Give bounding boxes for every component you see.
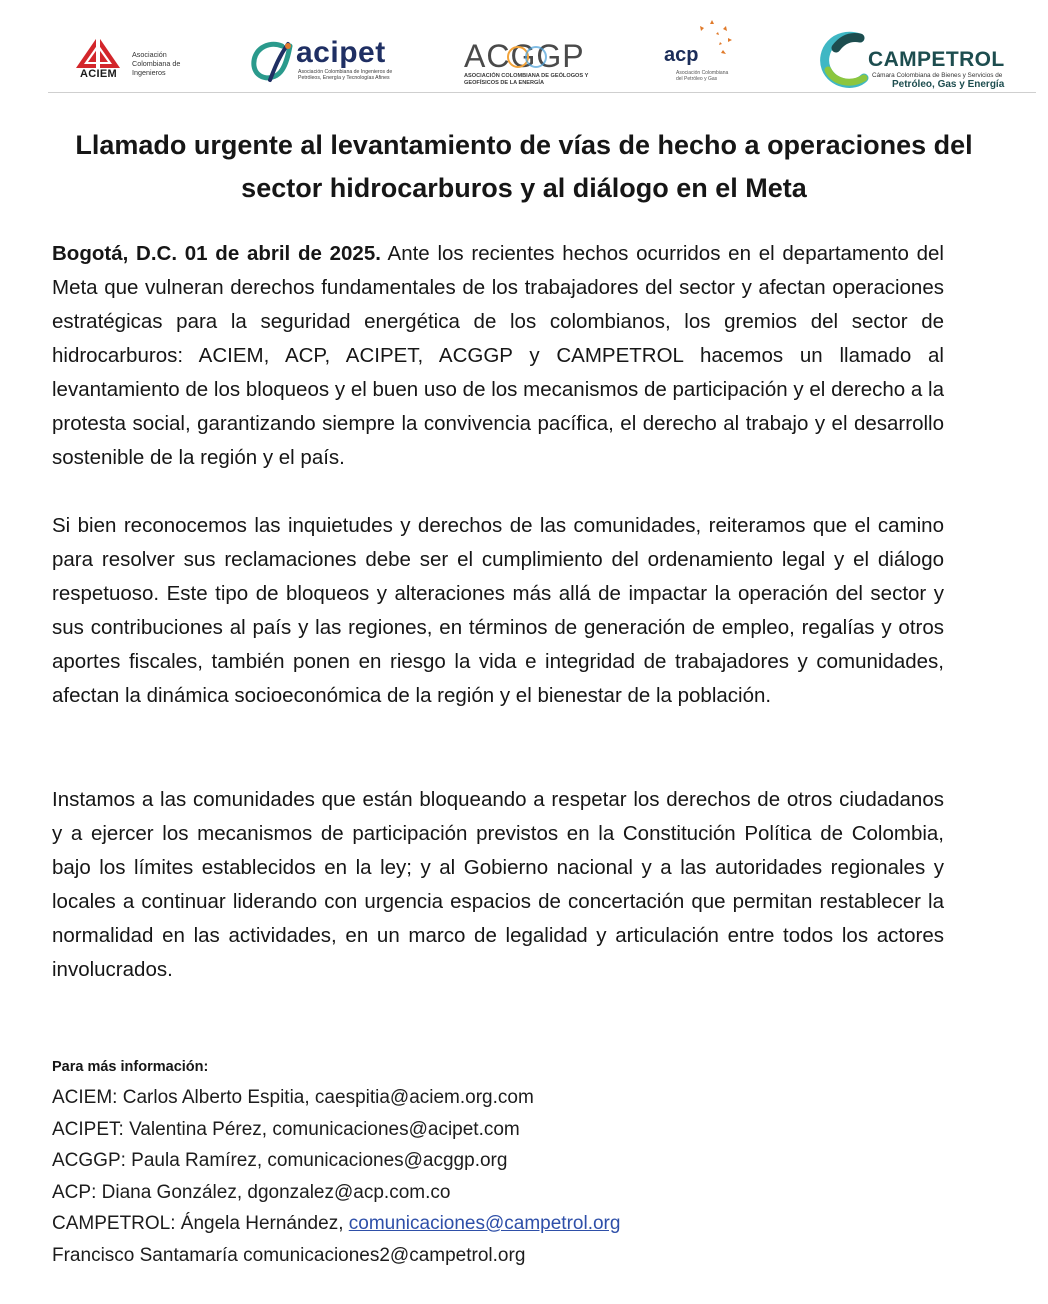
acipet-swirl-icon bbox=[248, 40, 294, 84]
contact-acggp: ACGGP: Paula Ramírez, comunicaciones@acggp.org bbox=[52, 1150, 508, 1171]
contact-campetrol-prefix: CAMPETROL: Ángela Hernández, bbox=[52, 1213, 349, 1234]
campetrol-subtitle: Cámara Colombiana de Bienes y Servicios de bbox=[872, 72, 1003, 79]
contact-campetrol bbox=[52, 1208, 852, 1240]
contact-heading: Para más información: bbox=[52, 1059, 209, 1075]
aciem-logo bbox=[76, 34, 196, 84]
page-title: Llamado urgente al levantamiento de vías de hecho a operaciones del sector hidrocarburos y al diálogo en el Meta bbox=[75, 130, 973, 203]
contact-extra: Francisco Santamaría comunicaciones2@campetrol.org bbox=[52, 1244, 526, 1266]
acggp-subtitle: ASOCIACIÓN COLOMBIANA DE GEÓLOGOS Y GEOFÍSICOS DE LA ENERGÍA bbox=[464, 73, 589, 86]
contact-acp: ACP: Diana González, dgonzalez@acp.com.co bbox=[52, 1181, 451, 1203]
acp-logo bbox=[662, 18, 742, 90]
paragraph-3: Instamos a las comunidades que están bloqueando a respetar los derechos de otros ciudadanos y a ejercer los mecanismos de participación previstos en la Constitución Política de Colombia, bajo los límites establecidos en la ley; y al Gobierno nacional y a las autoridades regionales y locales a continuar liderando con urgencia espacios de concertación que permitan restablecer la normalidad en las actividades, en un marco de legalidad y articulación entre todos los actores involucrados. bbox=[52, 788, 944, 981]
aciem-name: ACIEM bbox=[80, 68, 117, 80]
campetrol-c-icon bbox=[820, 30, 872, 88]
paragraph-1 bbox=[52, 237, 944, 475]
campetrol-email-link[interactable]: comunicaciones@campetrol.org bbox=[348, 1213, 621, 1234]
acipet-logo bbox=[248, 36, 408, 88]
contact-acipet: ACIPET: Valentina Pérez, comunicaciones@acipet.com bbox=[52, 1118, 520, 1140]
logo-header bbox=[0, 0, 1048, 100]
header-divider bbox=[48, 92, 1036, 93]
paragraph-1-text: Ante los recientes hechos ocurridos en el departamento del Meta que vulneran derechos fundamentales de los trabajadores del sector y afectan operaciones estratégicas para la seguridad energética de los colombianos, los gremios del sector de hidrocarburos: ACIEM, ACP, ACIPET, ACGGP y CAMPETROL hacemos un llamado al levantamiento de los bloqueos y el buen uso de los mecanismos de participación y el derecho a la protesta social, garantizando siempre la convivencia pacífica, el derecho al trabajo y el desarrollo sostenible de la región y el país. bbox=[52, 242, 944, 469]
acggp-logo bbox=[464, 38, 594, 90]
aciem-subtitle: Asociación Colombiana de Ingenieros bbox=[132, 50, 181, 77]
acggp-ring-icon bbox=[506, 44, 552, 70]
acp-name: acp bbox=[664, 44, 699, 66]
acp-subtitle: Asociación Colombiana del Petróleo y Gas bbox=[676, 70, 729, 82]
paragraph-2: Si bien reconocemos las inquietudes y derechos de las comunidades, reiteramos que el camino para resolver sus reclamaciones debe ser el cumplimiento del ordenamiento legal y el diálogo respetuoso. Este tipo de bloqueos y alteraciones más allá de impactar la operación del sector y sus contribuciones al país y las regiones, en términos de generación de empleo, regalías y otros aportes fiscales, también ponen en riesgo la vida e integridad de trabajadores y comunidades, afectan la dinámica socioeconómica de la región y el bienestar de la población. bbox=[52, 514, 944, 707]
contact-section bbox=[52, 1054, 852, 1271]
campetrol-logo bbox=[820, 30, 1020, 90]
campetrol-subtitle-2: Petróleo, Gas y Energía bbox=[892, 79, 1005, 90]
contact-aciem: ACIEM: Carlos Alberto Espitia, caespitia@aciem.org.com bbox=[52, 1087, 534, 1108]
dateline: Bogotá, D.C. 01 de abril de 2025. bbox=[52, 242, 381, 265]
campetrol-name: CAMPETROL bbox=[868, 48, 1005, 71]
acggp-name: ACGGP bbox=[464, 38, 585, 74]
acipet-name: acipet bbox=[296, 36, 386, 69]
acipet-subtitle: Asociación Colombiana de Ingenieros de Petróleos, Energía y Tecnologías Afines bbox=[298, 69, 393, 82]
